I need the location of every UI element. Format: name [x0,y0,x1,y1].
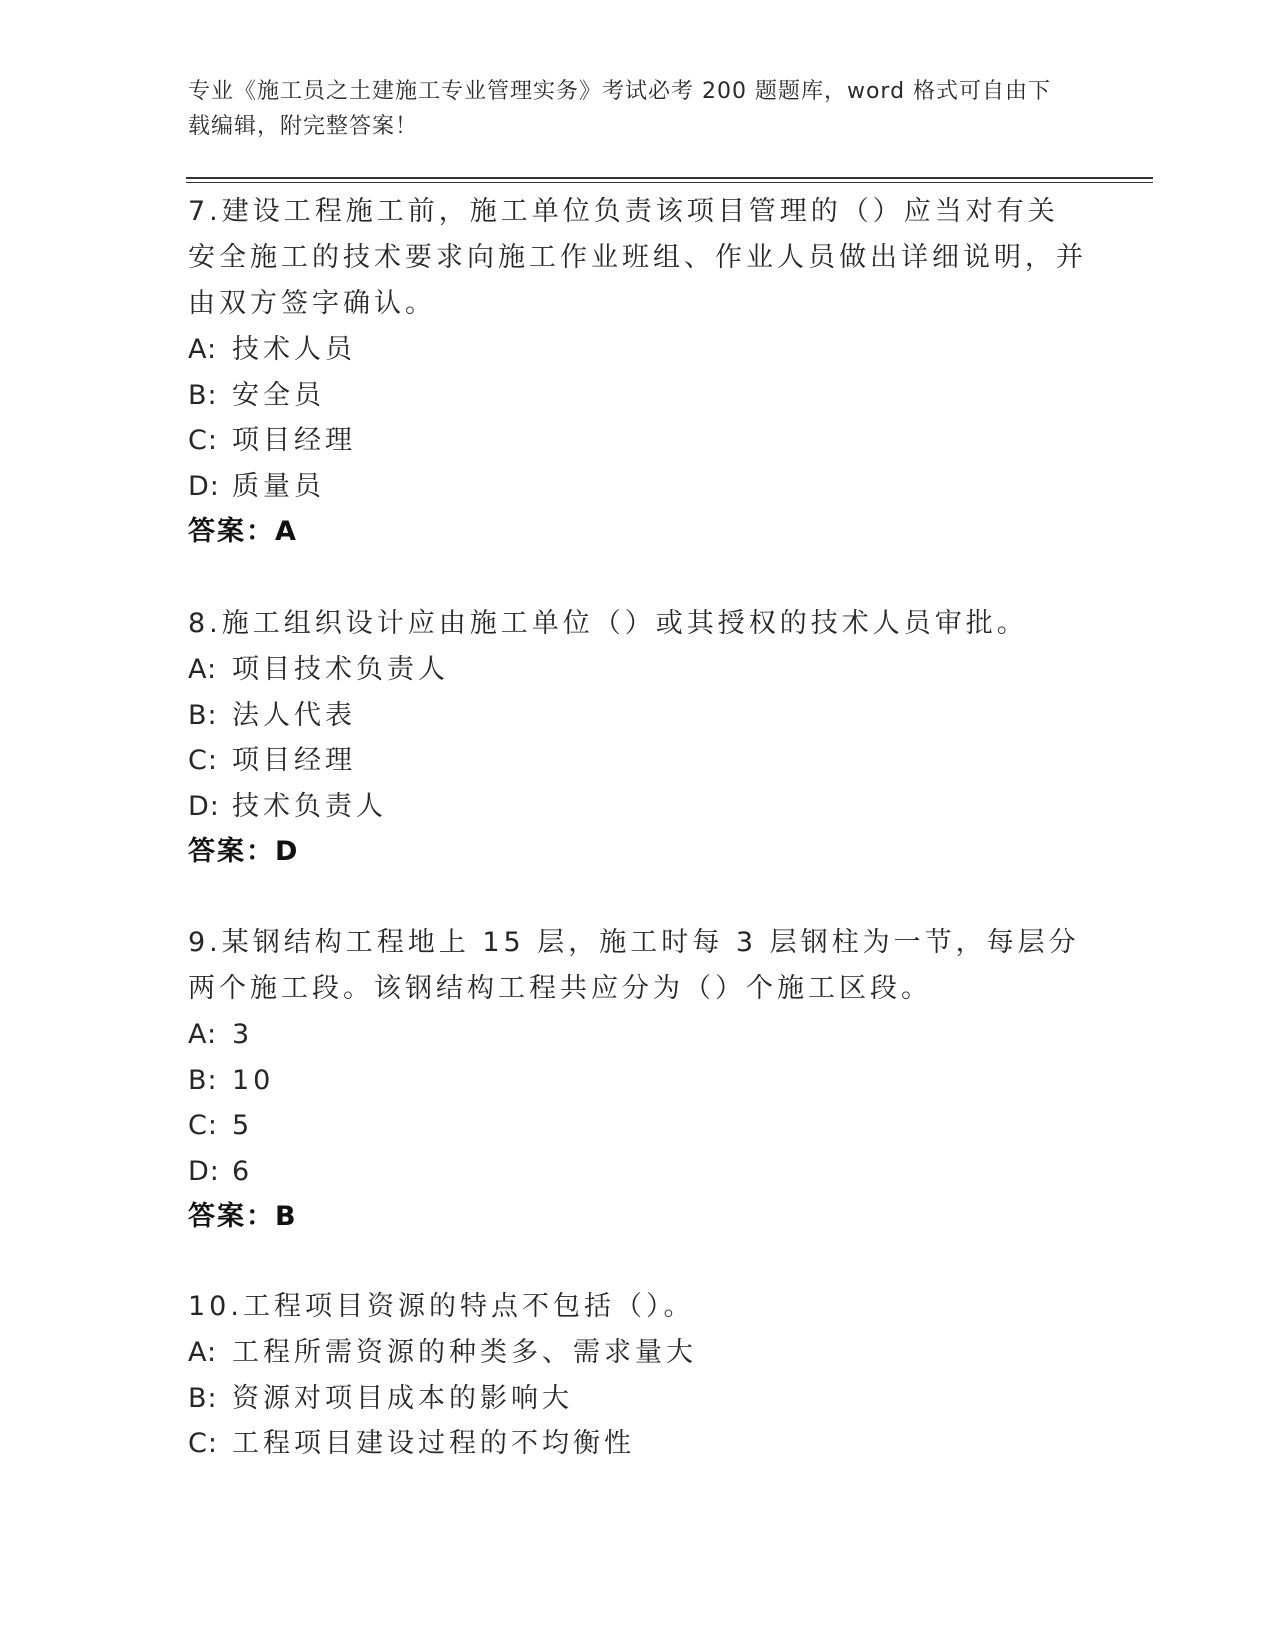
option-text: 工程所需资源的种类多、需求量大 [232,1337,697,1368]
option-text: 5 [232,1110,254,1141]
option-text: 项目技术负责人 [232,654,449,685]
option-text: 技术负责人 [232,790,387,822]
option-letter: B: [188,1064,218,1096]
option-text: 工程项目建设过程的不均衡性 [232,1428,635,1459]
option-letter: C: [188,425,218,456]
option-a [188,327,1088,373]
option-b [188,693,1088,739]
question-10 [188,1284,1088,1467]
option-d [188,1149,1088,1195]
option-letter: C: [188,1428,218,1459]
question-stem: 8.施工组织设计应由施工单位（）或其授权的技术人员审批。 [188,608,1028,639]
option-letter: B: [188,699,218,731]
option-d [188,464,1088,510]
option-letter: B: [188,379,218,411]
header-divider-thin [186,182,1153,183]
document-header: 专业《施工员之土建施工专业管理实务》考试必考 200 题题库，word 格式可自由下载编辑，附完整答案！ [188,79,1052,139]
answer-line: 答案：A [188,516,298,547]
option-letter: C: [188,745,218,776]
option-letter: A: [188,654,218,685]
option-letter: A: [188,1337,218,1368]
option-a [188,1330,1088,1376]
option-c [188,1103,1088,1149]
option-text: 技术人员 [232,334,356,365]
option-text: 质量员 [232,470,325,502]
option-b [188,1376,1088,1422]
question-9 [188,920,1088,1239]
question-stem: 7.建设工程施工前，施工单位负责该项目管理的（）应当对有关安全施工的技术要求向施工作业班组、作业人员做出详细说明，并由双方签字确认。 [188,196,1087,319]
option-letter: D: [188,1155,220,1187]
option-b [188,373,1088,419]
option-letter: B: [188,1382,218,1414]
option-text: 项目经理 [232,745,356,776]
header-divider-thick [186,177,1153,179]
option-c [188,738,1088,784]
option-d [188,784,1088,830]
option-text: 资源对项目成本的影响大 [232,1382,573,1414]
question-stem: 9.某钢结构工程地上 15 层，施工时每 3 层钢柱为一节，每层分两个施工段。该钢结构工程共应分为（）个施工区段。 [188,927,1080,1004]
option-letter: A: [188,1019,218,1050]
option-letter: D: [188,470,220,502]
option-text: 3 [232,1019,254,1050]
option-letter: D: [188,790,220,822]
answer-line: 答案：D [188,836,300,867]
option-c [188,418,1088,464]
option-c [188,1421,1088,1467]
option-text: 法人代表 [232,699,356,731]
question-7 [188,189,1088,554]
option-a [188,647,1088,693]
option-a [188,1012,1088,1058]
option-b [188,1058,1088,1104]
question-stem: 10.工程项目资源的特点不包括（）。 [188,1291,695,1322]
question-8 [188,601,1088,874]
option-text: 10 [232,1064,275,1096]
answer-line: 答案：B [188,1201,298,1232]
option-text: 安全员 [232,379,325,411]
option-text: 6 [232,1155,254,1187]
option-text: 项目经理 [232,425,356,456]
option-letter: C: [188,1110,218,1141]
option-letter: A: [188,334,218,365]
